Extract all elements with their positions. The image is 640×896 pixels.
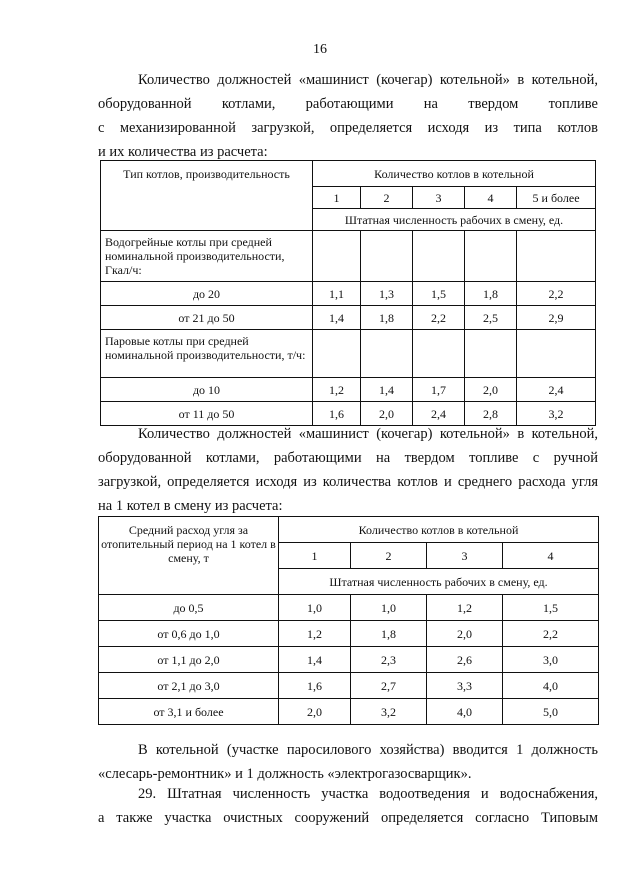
value-cell: 1,3 [361,282,413,306]
value-cell: 3,3 [427,673,503,699]
value-cell: 3,2 [351,699,427,725]
count-cell: 5 и более [517,187,596,209]
row-label: до 0,5 [99,595,279,621]
value-cell: 2,0 [427,621,503,647]
table-row [101,306,596,330]
value-cell: 5,0 [503,699,599,725]
value-cell: 2,2 [517,282,596,306]
text-line: с механизированной загрузкой, определяется исходя из типа котлов [98,120,598,136]
count-cell: 1 [279,543,351,569]
table-row [101,282,596,306]
text-line: Количество должностей «машинист (кочегар) котельной» в котельной, [138,426,598,442]
table-row [99,699,599,725]
value-cell: 4,0 [503,673,599,699]
value-cell: 1,2 [427,595,503,621]
row-label: от 2,1 до 3,0 [99,673,279,699]
header-boiler-count: Количество котлов в котельной [313,161,596,187]
value-cell: 2,0 [465,378,517,402]
group-label: Водогрейные котлы при средней номинальной производительности, Гкал/ч: [101,231,313,282]
row-label: от 0,6 до 1,0 [99,621,279,647]
value-cell: 1,5 [413,282,465,306]
value-cell: 1,2 [279,621,351,647]
value-cell: 1,4 [279,647,351,673]
text-line: а также участка очистных сооружений определяется согласно Типовым [98,810,598,826]
value-cell: 1,7 [413,378,465,402]
table-row [99,673,599,699]
value-cell: 2,9 [517,306,596,330]
value-cell: 2,5 [465,306,517,330]
value-cell: 2,0 [361,402,413,426]
row-label: от 21 до 50 [101,306,313,330]
value-cell: 1,6 [313,402,361,426]
header-staff: Штатная численность рабочих в смену, ед. [313,209,596,231]
text-line: загрузкой, определяется исходя из количества котлов и среднего расхода угля [98,474,598,490]
header-boiler-count: Количество котлов в котельной [279,517,599,543]
row-label: до 10 [101,378,313,402]
count-cell: 4 [503,543,599,569]
value-cell: 4,0 [427,699,503,725]
count-cell: 3 [413,187,465,209]
value-cell: 2,8 [465,402,517,426]
value-cell: 2,7 [351,673,427,699]
row-label: до 20 [101,282,313,306]
value-cell: 1,8 [351,621,427,647]
text-line: на 1 котел в смену из расчета: [98,498,283,514]
value-cell: 2,0 [279,699,351,725]
text-line: 29. Штатная численность участка водоотведения и водоснабжения, [138,786,598,802]
value-cell: 1,0 [279,595,351,621]
value-cell: 1,6 [279,673,351,699]
value-cell: 1,8 [465,282,517,306]
row-label: от 11 до 50 [101,402,313,426]
row-label: от 1,1 до 2,0 [99,647,279,673]
header-staff: Штатная численность рабочих в смену, ед. [279,569,599,595]
header-boiler-type: Тип котлов, производительность [101,161,313,231]
text-line: «слесарь-ремонтник» и 1 должность «электрогазосварщик». [98,766,472,782]
value-cell: 1,0 [351,595,427,621]
table-row [101,378,596,402]
value-cell: 1,8 [361,306,413,330]
value-cell: 2,3 [351,647,427,673]
value-cell: 2,2 [503,621,599,647]
text-line: оборудованной котлами, работающими на твердом топливе с ручной [98,450,598,466]
value-cell: 1,4 [313,306,361,330]
row-label: от 3,1 и более [99,699,279,725]
paragraph-2 [98,422,598,518]
value-cell: 2,4 [517,378,596,402]
count-cell: 4 [465,187,517,209]
value-cell: 2,6 [427,647,503,673]
text-line: и их количества из расчета: [98,144,268,160]
value-cell: 1,1 [313,282,361,306]
paragraph-1 [98,68,598,164]
count-cell: 1 [313,187,361,209]
value-cell: 1,5 [503,595,599,621]
group-label: Паровые котлы при средней номинальной производительности, т/ч: [101,330,313,378]
count-cell: 2 [351,543,427,569]
paragraph-3 [98,738,598,786]
table-row [99,621,599,647]
count-cell: 2 [361,187,413,209]
value-cell: 1,4 [361,378,413,402]
value-cell: 3,0 [503,647,599,673]
table-manual-boilers [98,516,599,725]
table-row [99,595,599,621]
page-number: 16 [313,42,327,57]
count-cell: 3 [427,543,503,569]
table-row [99,647,599,673]
value-cell: 1,2 [313,378,361,402]
header-coal-consumption: Средний расход угля за отопительный период на 1 котел в смену, т [99,517,279,595]
paragraph-4 [98,782,598,830]
text-line: В котельной (участке паросилового хозяйства) вводится 1 должность [138,742,598,758]
table-automated-boilers [100,160,596,426]
text-line: Количество должностей «машинист (кочегар) котельной» в котельной, [138,72,598,88]
text-line: оборудованной котлами, работающими на твердом топливе [98,96,598,112]
value-cell: 2,4 [413,402,465,426]
value-cell: 3,2 [517,402,596,426]
value-cell: 2,2 [413,306,465,330]
